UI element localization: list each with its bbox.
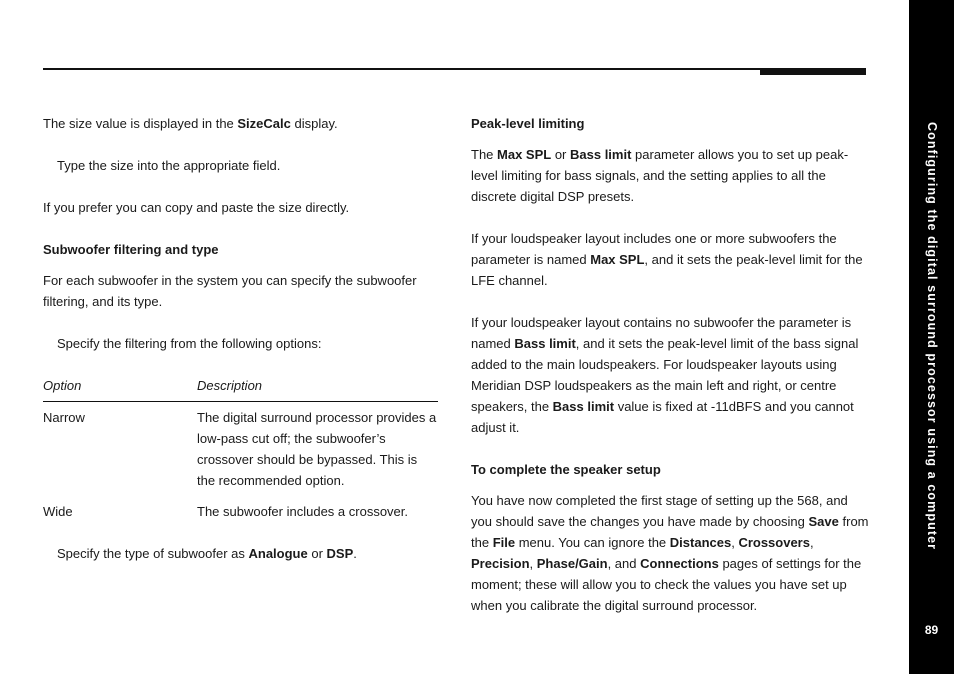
text-run: , <box>809 535 814 550</box>
bold-run: Max SPL <box>590 252 645 267</box>
section-heading: Peak-level limiting <box>471 116 585 131</box>
table-row <box>43 407 438 491</box>
text-run: If your loudspeaker layout contains no subwoofer the parameter is named <box>471 315 852 351</box>
bold-run: SizeCalc <box>237 116 291 131</box>
column-header-description: Description <box>197 378 263 393</box>
page-number: 89 <box>924 623 939 637</box>
paragraph <box>471 312 871 438</box>
text-run: . <box>353 546 357 561</box>
section-heading: To complete the speaker setup <box>471 462 661 477</box>
bold-run: Bass limit <box>570 147 632 162</box>
description-cell: The digital surround processor provides a low-pass cut off; the subwoofer’s crossover should be bypassed. This is the recommended option. <box>197 410 437 488</box>
column-header-option: Option <box>43 378 82 393</box>
bold-run: Precision <box>471 556 530 571</box>
text-run: or <box>551 147 570 162</box>
bold-run: Bass limit <box>552 399 615 414</box>
text-run: value is fixed at -11dBFS and you cannot adjust it. <box>471 399 854 435</box>
text-run: , and <box>607 556 641 571</box>
description-cell: The subwoofer includes a crossover. <box>197 504 408 519</box>
instruction-step <box>43 543 438 564</box>
paragraph <box>43 113 438 134</box>
paragraph <box>471 144 871 207</box>
bold-run: File <box>492 535 516 550</box>
text-run: The size value is displayed in the <box>43 116 238 131</box>
text-run: , <box>731 535 739 550</box>
text-run: , and it sets the peak-level limit of the bass signal added to the main loudspeakers. For loudspeaker layouts using Meridian DSP loudspeakers as the main left and right, or centre speakers, the <box>471 336 859 414</box>
header-tab-mark <box>760 68 866 75</box>
bold-run: Bass limit <box>514 336 576 351</box>
bold-run: Connections <box>640 556 719 571</box>
paragraph <box>471 490 871 616</box>
chapter-sidebar <box>909 0 954 674</box>
instruction-step: Type the size into the appropriate field. <box>57 158 281 173</box>
bold-run: Max SPL <box>497 147 552 162</box>
option-cell: Narrow <box>43 410 85 425</box>
bold-run: Crossovers <box>738 535 810 550</box>
paragraph: If you prefer you can copy and paste the size directly. <box>43 200 350 215</box>
text-run: Specify the type of subwoofer as <box>57 546 249 561</box>
right-column <box>471 113 871 637</box>
text-run: parameter allows you to set up peak-level limiting for bass signals, and the setting applies to all the discrete digital DSP presets. <box>471 147 849 204</box>
text-run: pages of settings for the moment; these will allow you to check the values you have set up when you calibrate the digital surround processor. <box>471 556 862 613</box>
text-run: menu. You can ignore the <box>515 535 670 550</box>
instruction-step: Specify the filtering from the following options: <box>57 336 322 351</box>
text-run: If your loudspeaker layout includes one or more subwoofers the parameter is named <box>471 231 837 267</box>
text-run: , and it sets the peak-level limit for the LFE channel. <box>471 252 863 288</box>
option-cell: Wide <box>43 504 73 519</box>
bold-run: Save <box>808 514 839 529</box>
section-heading: Subwoofer filtering and type <box>43 242 219 257</box>
paragraph: For each subwoofer in the system you can specify the subwoofer filtering, and its type. <box>43 273 417 309</box>
text-run: or <box>307 546 327 561</box>
options-table <box>43 375 438 522</box>
text-run: , <box>529 556 537 571</box>
bold-run: Analogue <box>248 546 308 561</box>
header-rule <box>43 68 760 70</box>
paragraph <box>471 228 871 291</box>
text-run: You have now completed the first stage of setting up the 568, and you should save the changes you have made by choosing <box>471 493 848 529</box>
bold-run: Phase/Gain <box>536 556 608 571</box>
chapter-title: Configuring the digital surround processor using a computer <box>925 122 939 551</box>
left-column <box>43 113 438 585</box>
text-run: from the <box>471 514 869 550</box>
text-run: The <box>471 147 498 162</box>
table-header <box>43 375 438 402</box>
table-row <box>43 501 438 522</box>
bold-run: DSP <box>326 546 354 561</box>
bold-run: Distances <box>669 535 732 550</box>
text-run: display. <box>290 116 338 131</box>
